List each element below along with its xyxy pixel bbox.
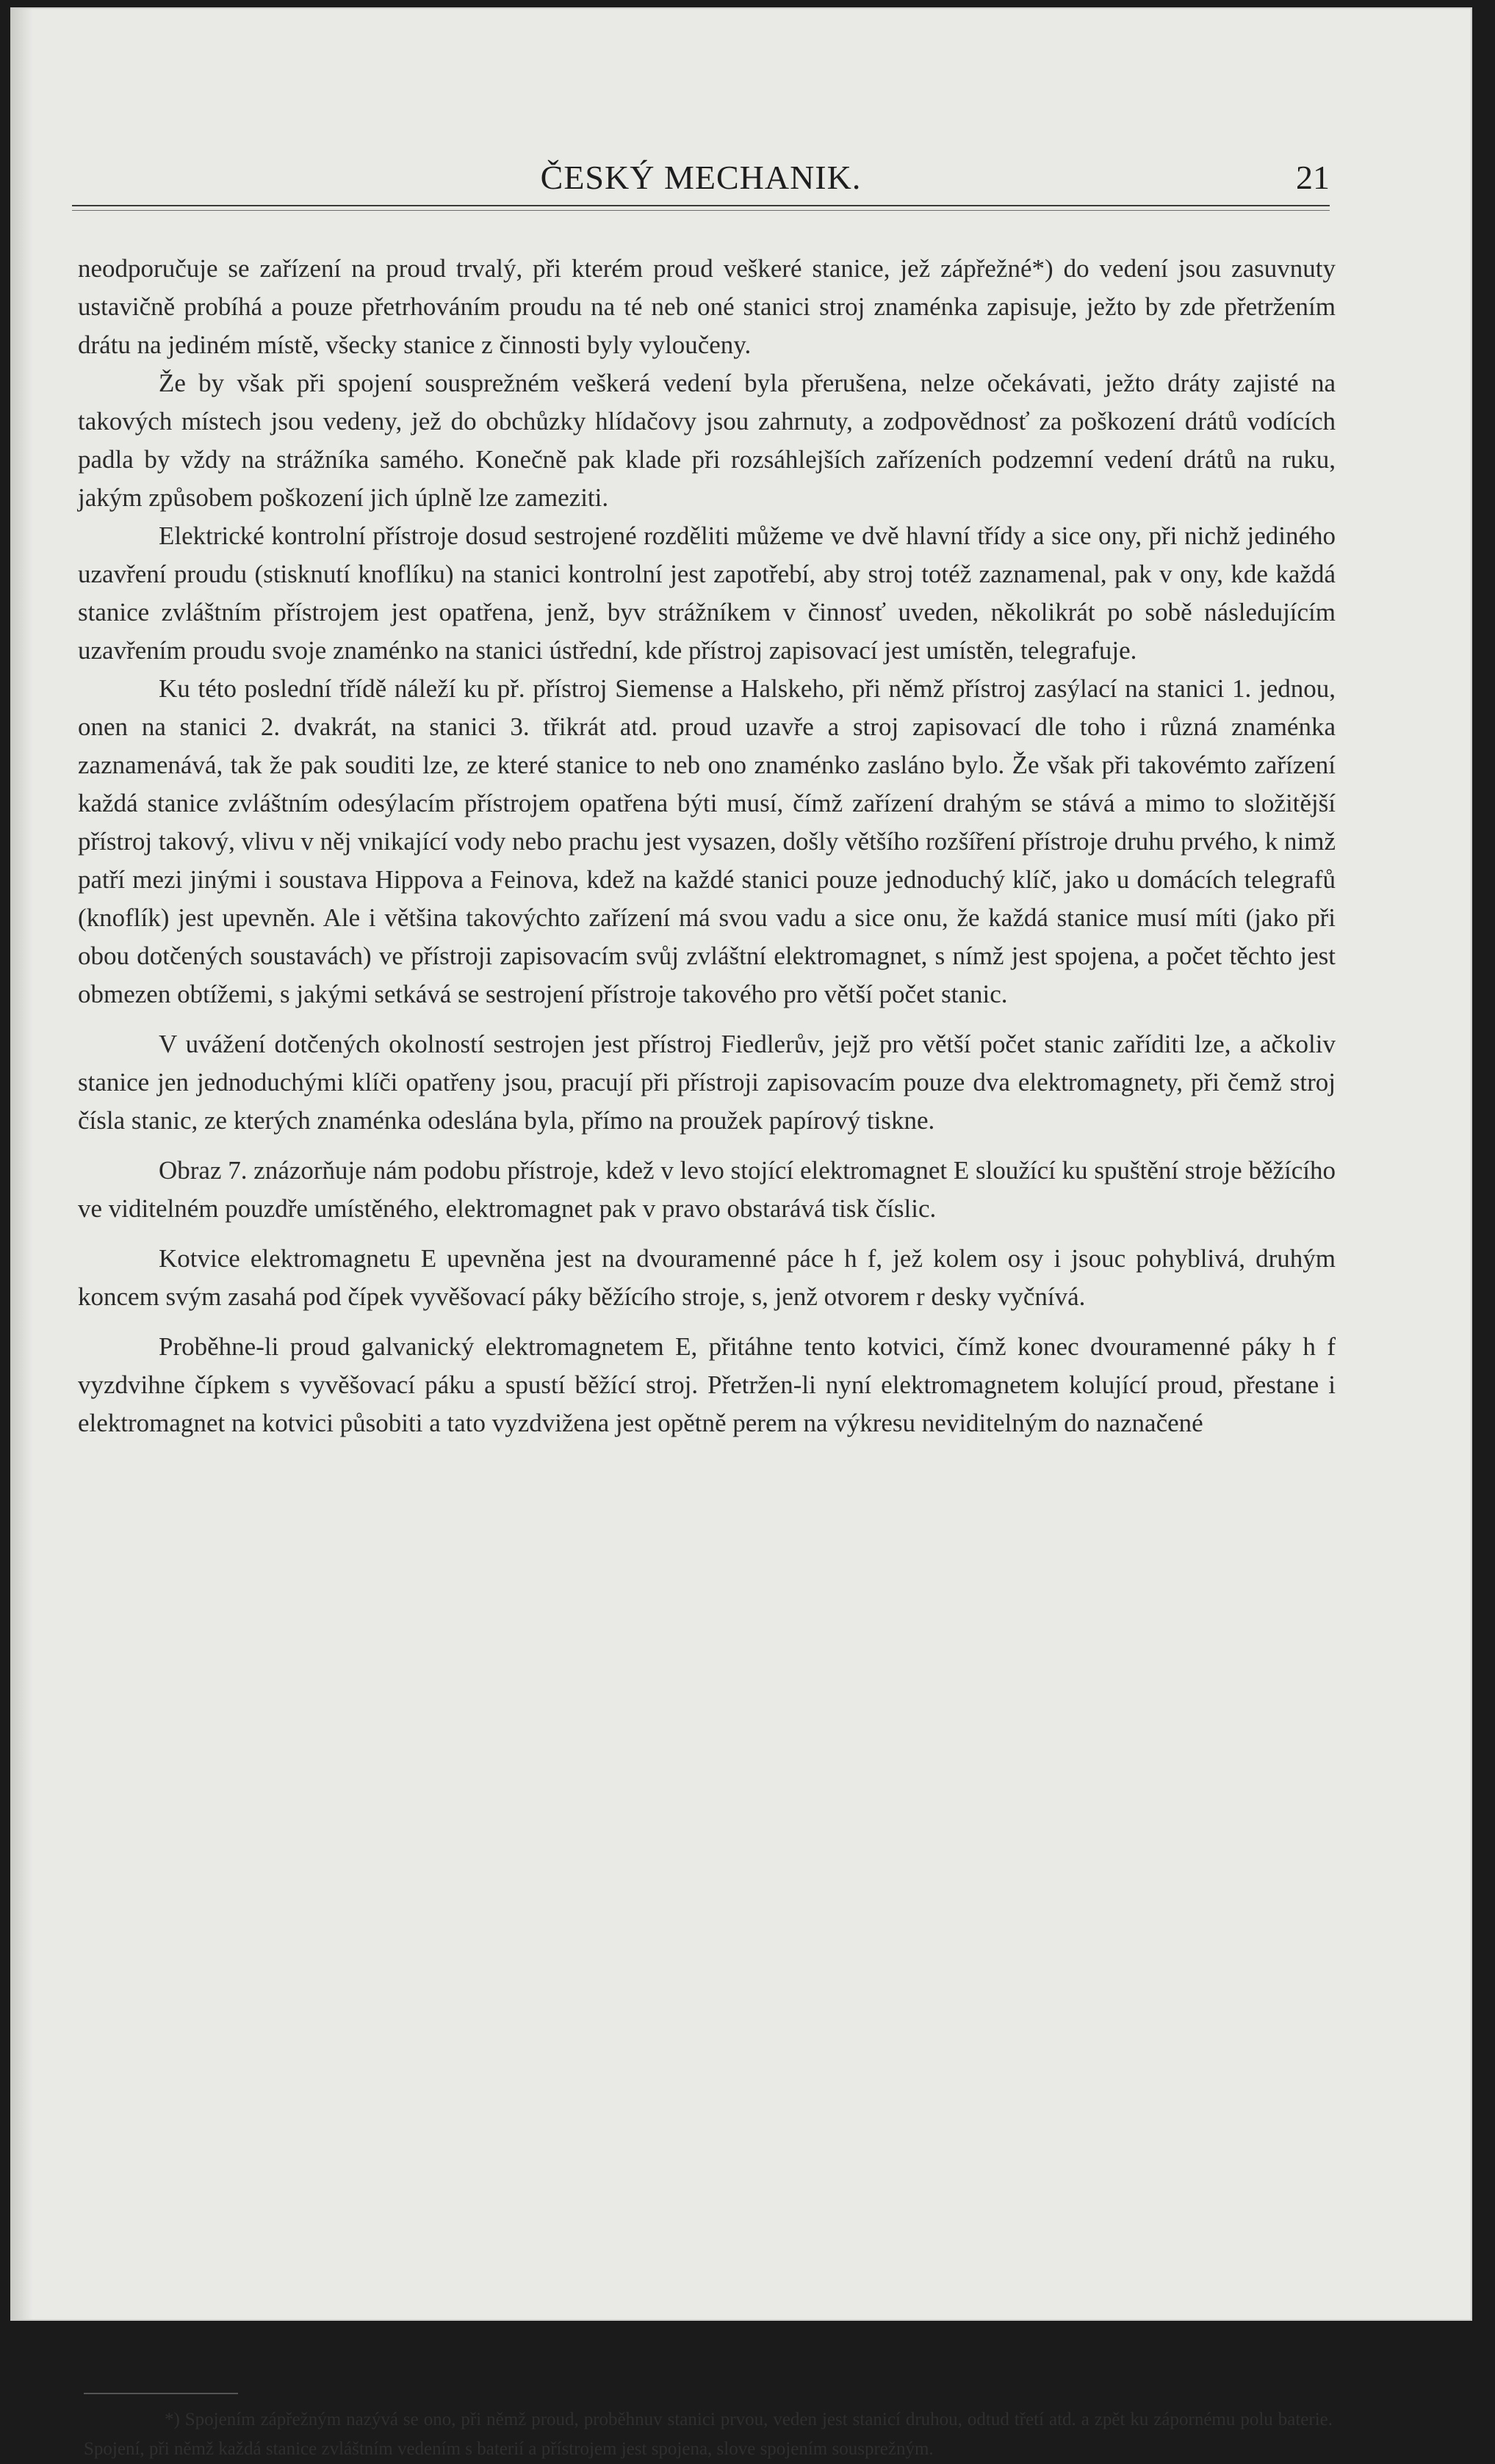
header-rule-thin (72, 210, 1330, 211)
running-title: ČESKÝ MECHANIK. (540, 159, 862, 196)
paragraph: Obraz 7. znázorňuje nám podobu přístroje, kdež v levo stojící elektromagnet E sloužící ku spuštění stroje běžícího ve viditelném pouzdře umístěného, elektromagnet pak v pravo obstarává tisk číslic. (78, 1156, 1336, 1223)
page-header (72, 158, 1330, 209)
paragraph: V uvážení dotčených okolností sestrojen jest přístroj Fiedlerův, jejž pro větší počet stanic zaříditi lze, a ačkoliv stanice jen jednoduchými klíči opatřeny jsou, pracují při přístroji zapisovacím pouze dva elektromagnety, při čemž stroj čísla stanic, ze kterých znaménka odeslána byla, přímo na proužek papírový tiskne. (78, 1030, 1336, 1135)
footnote-rule (84, 2393, 238, 2394)
paragraph: neodporučuje se zařízení na proud trvalý, při kterém proud veškeré stanice, jež zápřežné*) do vedení jsou zasuvnuty ustavičně probíhá a pouze přetrhováním proudu na té neb oné stanici stroj znaménka zapisuje, ježto by zde přetržením drátu na jediném místě, všecky stanice z činnosti byly vyloučeny. (78, 254, 1336, 359)
body-text (78, 250, 1336, 1442)
paragraph: Kotvice elektromagnetu E upevněna jest na dvouramenné páce h f, jež kolem osy i jsouc pohyblivá, druhým koncem svým zasahá pod čípek vyvěšovací páky běžícího stroje, s, jenž otvorem r desky vyčnívá. (78, 1244, 1336, 1311)
paragraph: Elektrické kontrolní přístroje dosud sestrojené rozděliti můžeme ve dvě hlavní třídy a sice ony, při nichž jediného uzavření proudu (stisknutí knoflíku) na stanici kontrolní jest zapotřebí, aby stroj totéž zaznamenal, pak v ony, kde každá stanice zvláštním přístrojem jest opatřena, jenž, byv strážníkem v činnosť uveden, několikrát po sobě následujícím uzavřením proudu svoje znaménko na stanici ústřední, kde přístroj zapisovací jest umístěn, telegrafuje. (78, 521, 1336, 665)
paragraph: Ku této poslední třídě náleží ku př. přístroj Siemense a Halskeho, při němž přístroj zasýlací na stanici 1. jednou, onen na stanici 2. dvakrát, na stanici 3. třikrát atd. proud uzavře a stroj zapisovací dle toho i různá znaménka zaznamenává, tak že pak souditi lze, ze které stanice to neb ono znaménko zasláno bylo. Že však při takovémto zařízení každá stanice zvláštním odesýlacím přístrojem opatřena býti musí, čímž zařízení drahým se stává a mimo to složitější přístroj takový, vlivu v něj vnikající vody nebo prachu jest vysazen, došly většího rozšíření přístroje druhu prvého, k nimž patří mezi jinými i soustava Hippova a Feinova, kdež na každé stanici pouze jednoduchý klíč, jako u domácích telegrafů (knoflík) jest upevněn. Ale i většina takovýchto zařízení má svou vadu a sice onu, že každá stanice musí míti (jako při obou dotčených soustavách) ve přístroji zapisovacím svůj zvláštní elektromagnet, s nímž jest spojena, a počet těchto jest obmezen obtížemi, s jakými setkává se sestrojení přístroje takového pro větší počet stanic. (78, 674, 1336, 1008)
footnote: *) Spojením zápřežným nazývá se ono, při němž proud, proběhnuv stanici prvou, veden jest stanicí druhou, odtud třetí atd. a zpět ku zápornému polu baterie. Spojení, při němž každá stanice zvláštním vedením s baterií a přístrojem jest spojena, slove spojením sousprežným. (84, 2410, 1333, 2459)
page-number: 21 (1296, 159, 1330, 196)
paragraph: Proběhne-li proud galvanický elektromagnetem E, přitáhne tento kotvici, čímž konec dvouramenné páky h f vyzdvihne čípkem s vyvěšovací páku a spustí běžící stroj. Přetržen-li nyní elektromagnetem kolující proud, přestane i elektromagnet na kotvici působiti a tato vyzdvižena jest opětně perem na výkresu neviditelným do naznačené (78, 1332, 1336, 1437)
paragraph: Že by však při spojení sousprežném veškerá vedení byla přerušena, nelze očekávati, ježto dráty zajisté na takových místech jsou vedeny, jež do obchůzky hlídačovy jsou zahrnuty, a zodpovědnosť za poškození drátů vodících padla by vždy na strážníka samého. Konečně pak klade při rozsáhlejších zařízeních podzemní vedení drátů na ruku, jakým způsobem poškození jich úplně lze zameziti. (78, 369, 1336, 512)
page-edge-shadow (10, 7, 32, 2321)
book-page (10, 7, 1472, 2459)
header-rule (72, 205, 1330, 206)
